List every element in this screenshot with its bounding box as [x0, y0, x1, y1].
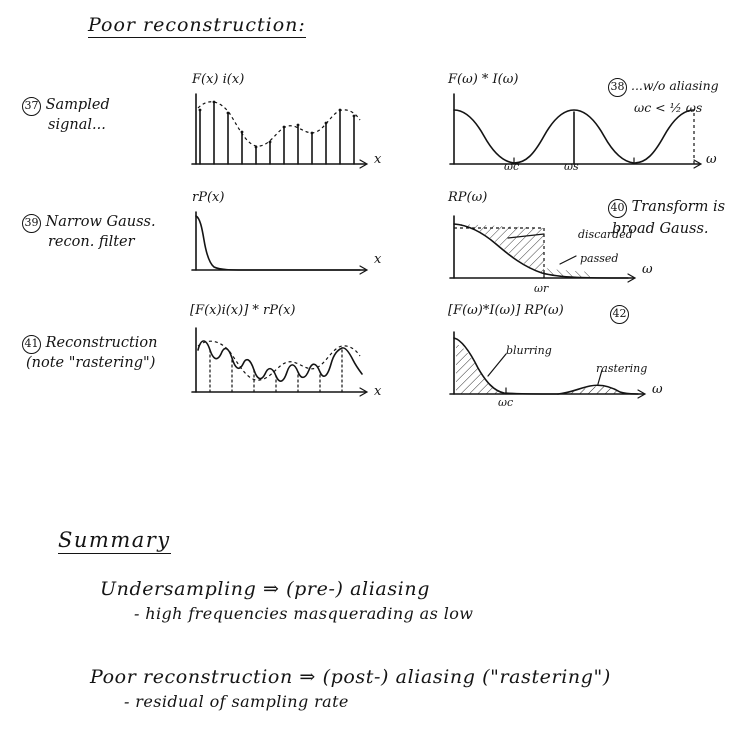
panel-41-caption-line1: Reconstruction: [45, 335, 158, 351]
panel-42-x-axis-label: ω: [652, 382, 663, 397]
summary-heading: [58, 528, 171, 554]
panel-37-number: 37: [22, 97, 41, 116]
panel-41-caption-line2: (note "rastering"): [26, 355, 156, 371]
panel-40-plot: [448, 212, 678, 294]
panel-39-caption-line1: Narrow Gauss.: [45, 214, 156, 230]
panel-41-number: 41: [22, 335, 41, 354]
panel-39-number: 39: [22, 214, 41, 233]
panel-39-plot-title: rP(x): [192, 190, 225, 205]
panel-40-number: 40: [608, 199, 627, 218]
panel-42-annotation-blurring: blurring: [506, 344, 552, 357]
panel-37-caption-line1: Sampled: [45, 97, 110, 113]
summary-item-1-main: Undersampling ⇒ (pre-) aliasing: [100, 578, 430, 600]
panel-41-caption: [22, 334, 192, 374]
page-title: [88, 14, 306, 38]
panel-38-number: 38: [608, 78, 627, 97]
panel-39-caption-line2: recon. filter: [48, 234, 135, 250]
panel-40-annotation-omega-r: ωr: [534, 282, 549, 295]
panel-38-caption-line2: ωc < ½ ωs: [634, 100, 703, 115]
summary-item-1: [100, 578, 740, 623]
panel-40-x-axis-label: ω: [642, 262, 653, 277]
panel-39-x-axis-label: x: [374, 252, 382, 267]
panel-37-plot: [190, 92, 380, 177]
panel-38-plot-title: F(ω) * I(ω): [448, 72, 519, 87]
panel-40-caption-line2: broad Gauss.: [612, 221, 709, 237]
panel-37-caption: [22, 96, 172, 136]
panel-39-caption: [22, 213, 182, 253]
summary-item-2: [90, 666, 750, 711]
panel-38-caption-line1: ...w/o aliasing: [630, 78, 719, 93]
panel-38-plot: [448, 92, 713, 177]
panel-42-caption: [610, 302, 629, 324]
summary-item-2-sub: - residual of sampling rate: [124, 692, 349, 711]
panel-41-plot-title: [F(x)i(x)] * rP(x): [190, 303, 296, 318]
panel-42-number: 42: [610, 305, 629, 324]
panel-40-caption-line1: Transform is: [631, 199, 726, 215]
panel-38-x-axis-label: ω: [706, 152, 717, 167]
panel-40-plot-title: RP(ω): [448, 190, 488, 205]
panel-40-annotation-discarded: discarded: [578, 228, 633, 241]
page-title-text: Poor reconstruction:: [88, 14, 306, 36]
panel-42-annotation-rastering: rastering: [596, 362, 648, 375]
panel-38-annotation-omega-s: ωs: [564, 160, 579, 173]
panel-38-annotation-omega-c: ωc: [504, 160, 520, 173]
summary-heading-text: Summary: [58, 528, 171, 552]
panel-41-plot: [190, 326, 380, 406]
panel-37-x-axis-label: x: [374, 152, 382, 167]
panel-39-plot: [190, 210, 380, 282]
panel-41-x-axis-label: x: [374, 384, 382, 399]
panel-42-annotation-omega-c: ωc: [498, 396, 514, 409]
summary-item-2-main: Poor reconstruction ⇒ (post-) aliasing ("rastering"): [90, 666, 611, 688]
panel-37-caption-line2: signal...: [48, 117, 106, 133]
panel-37-plot-title: F(x) i(x): [192, 72, 245, 87]
summary-item-1-sub: - high frequencies masquerading as low: [134, 604, 474, 623]
panel-42-plot-title: [F(ω)*I(ω)] RP(ω): [448, 303, 564, 318]
panel-40-annotation-passed: passed: [580, 252, 619, 265]
